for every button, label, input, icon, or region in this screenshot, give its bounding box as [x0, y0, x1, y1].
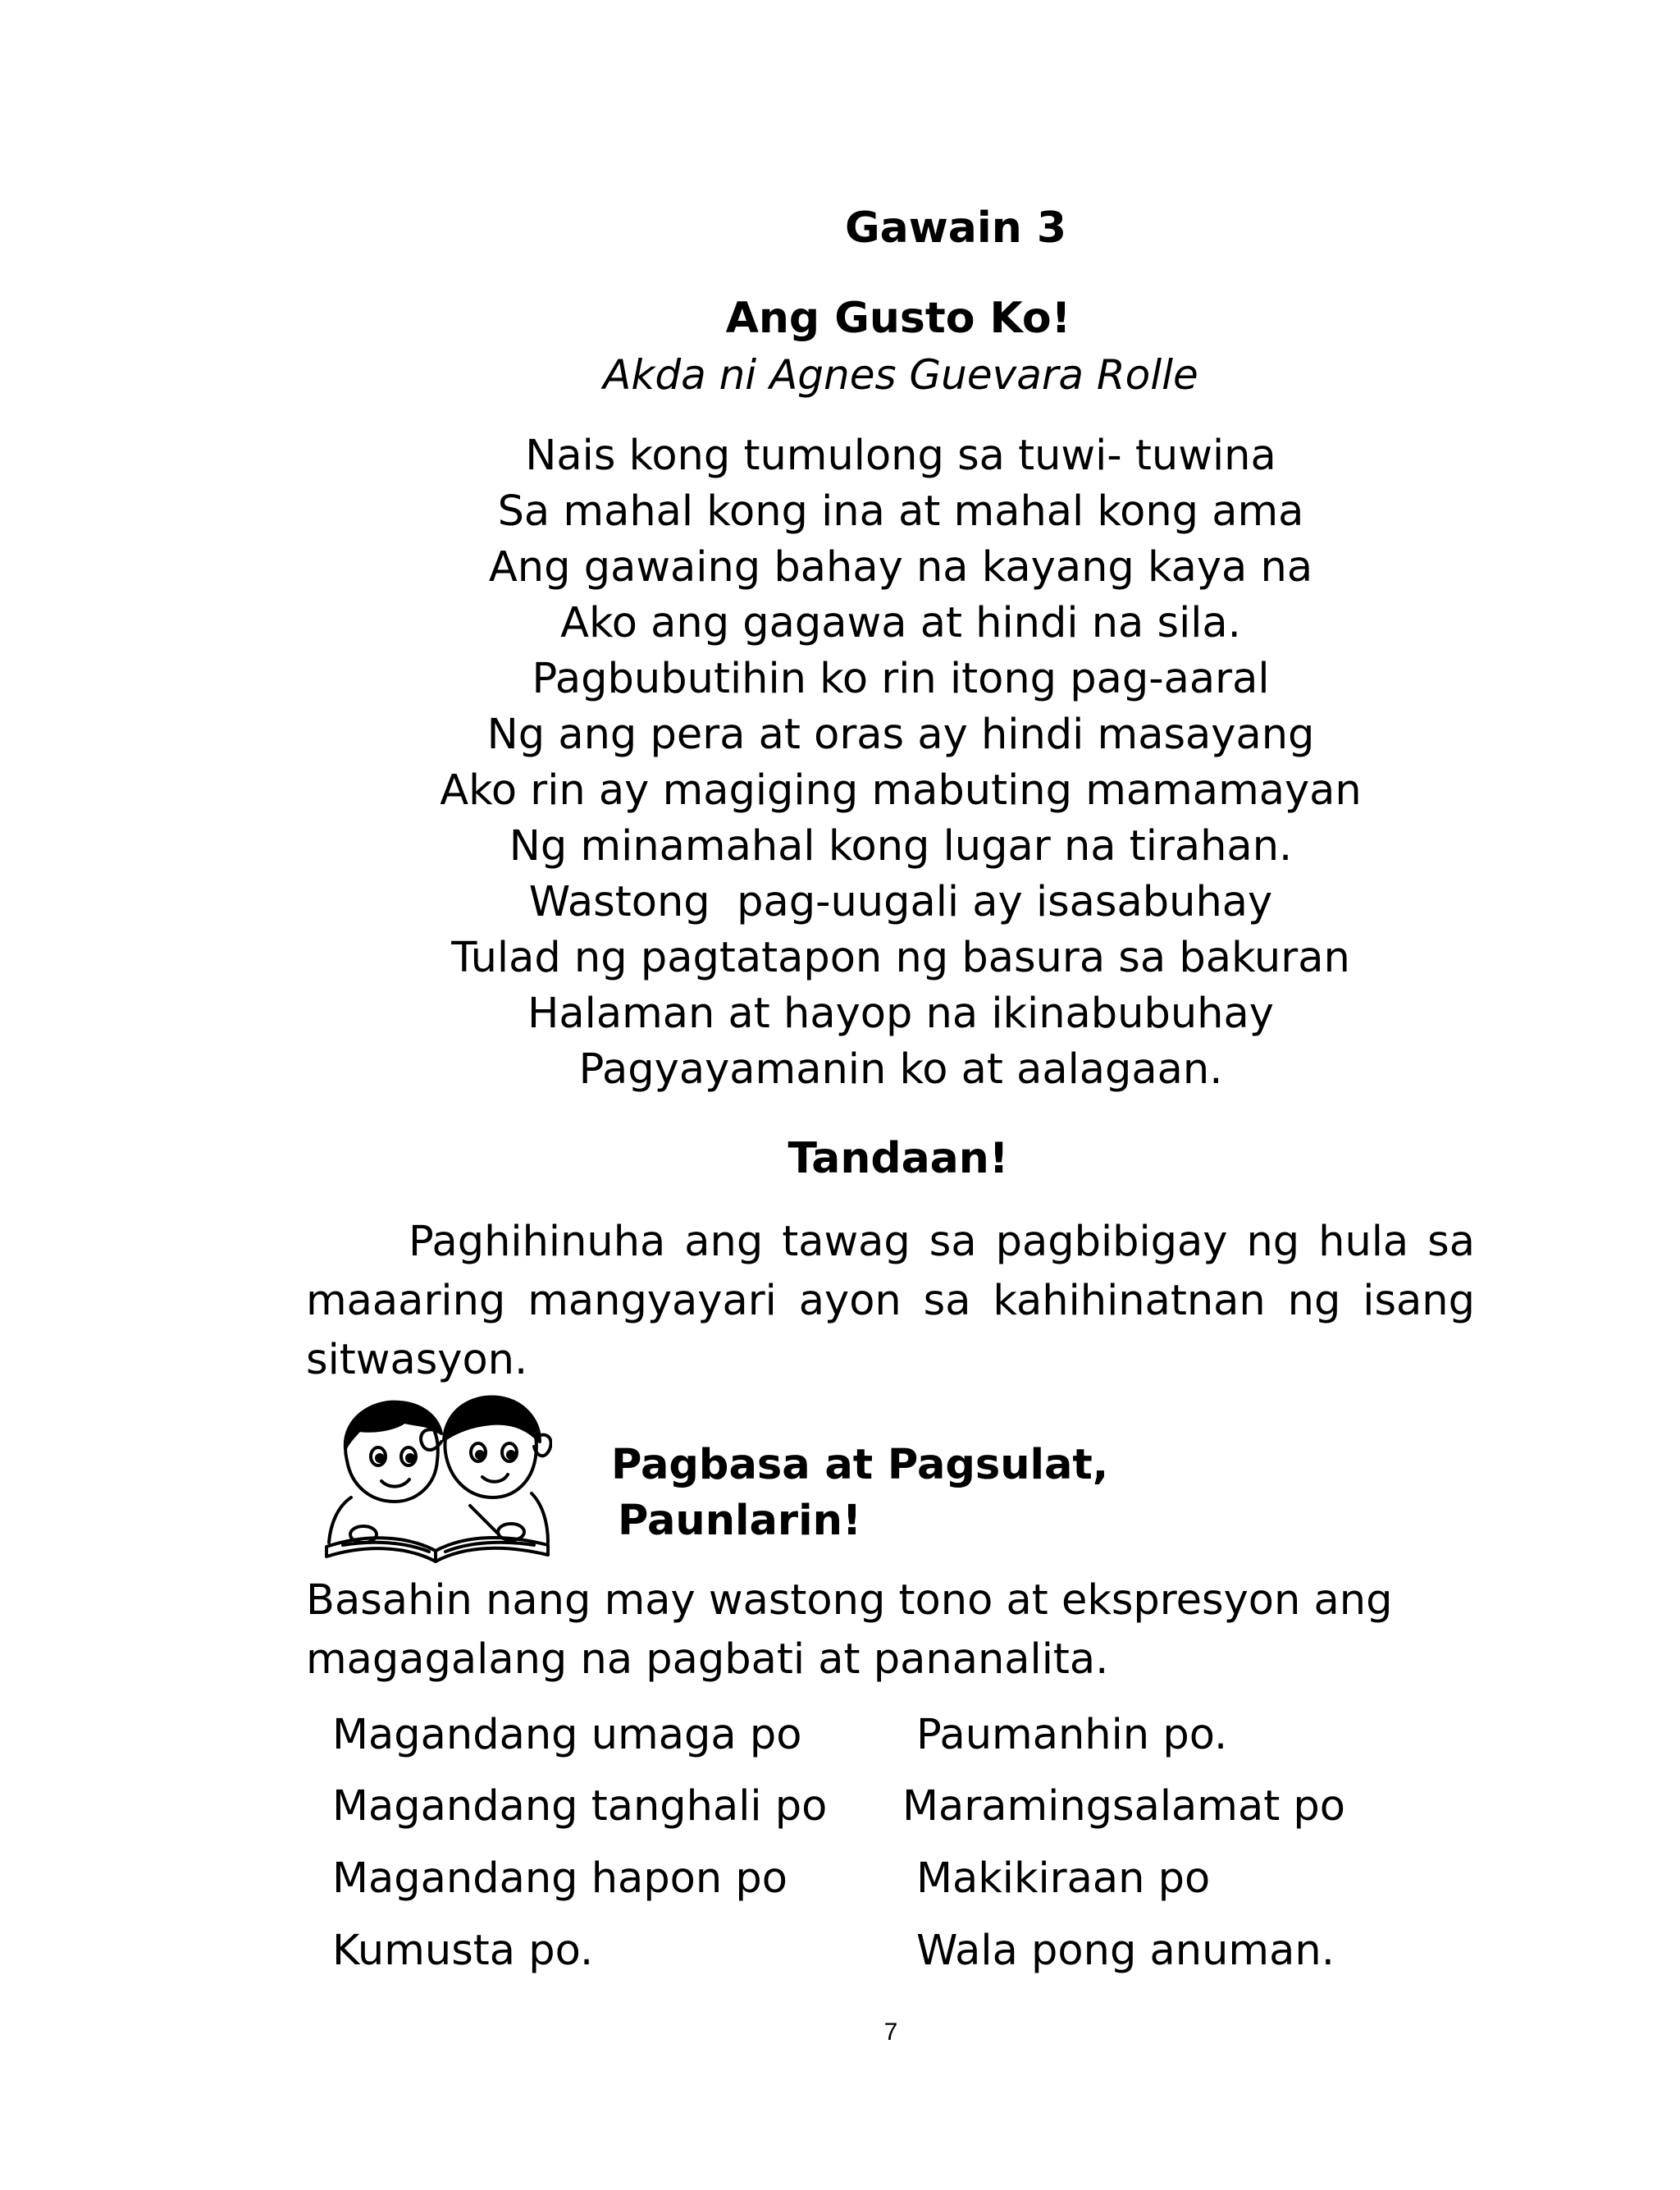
remember-heading: Tandaan!: [788, 1134, 1009, 1183]
poem-line: Pagbubutihin ko rin itong pag-aaral: [532, 655, 1270, 703]
poem-line: Ang gawaing bahay na kayang kaya na: [488, 543, 1313, 592]
poem-line: Pagyayamanin ko at aalagaan.: [578, 1045, 1223, 1094]
greeting-right-3: Makikiraan po: [916, 1854, 1211, 1903]
remember-text: Paghihinuha ang tawag sa pagbibigay ng hula sa maaaring mangyayari ayon sa kahihinatnan ng isang sitwasyon.: [306, 1218, 1475, 1384]
poem-author: Akda ni Agnes Guevara Rolle: [603, 351, 1198, 399]
poem-line: Halaman at hayop na ikinabubuhay: [527, 990, 1274, 1038]
greeting-left-1: Magandang umaga po: [332, 1711, 802, 1759]
poem-line: Ako rin ay magiging mabuting mamamayan: [440, 766, 1362, 815]
poem-line: Sa mahal kong ina at mahal kong ama: [497, 487, 1304, 536]
greeting-left-3: Magandang hapon po: [332, 1854, 788, 1903]
poem-line: Ng ang pera at oras ay hindi masayang: [486, 711, 1315, 759]
children-reading-illustration: [314, 1383, 552, 1575]
poem-line: Tulad ng pagtatapon ng basura sa bakuran: [451, 934, 1350, 982]
poem-body: [0, 428, 1680, 1098]
page-number: 7: [883, 2019, 898, 2046]
poem-title: Ang Gusto Ko!: [725, 294, 1071, 343]
poem-line: Ako ang gagawa at hindi na sila.: [560, 599, 1241, 647]
greeting-right-4: Wala pong anuman.: [916, 1927, 1335, 1975]
greeting-right-1: Paumanhin po.: [916, 1711, 1228, 1759]
poem-line: Ng minamahal kong lugar na tirahan.: [509, 822, 1293, 871]
poem-line: Nais kong tumulong sa tuwi- tuwina: [525, 432, 1276, 480]
section-title-line1: Pagbasa at Pagsulat,: [611, 1441, 1109, 1489]
poem-line: Wastong pag-uugali ay isasabuhay: [528, 878, 1273, 926]
greeting-right-2: Maramingsalamat po: [902, 1782, 1345, 1831]
reading-instructions: Basahin nang may wastong tono at ekspresyon ang magagalang na pagbati at pananalita.: [306, 1576, 1393, 1684]
activity-heading: Gawain 3: [845, 203, 1067, 253]
section-title-line2: Paunlarin!: [618, 1497, 862, 1545]
greeting-left-2: Magandang tanghali po: [332, 1782, 828, 1831]
greeting-left-4: Kumusta po.: [332, 1927, 594, 1975]
section-title: [611, 1438, 1108, 1549]
